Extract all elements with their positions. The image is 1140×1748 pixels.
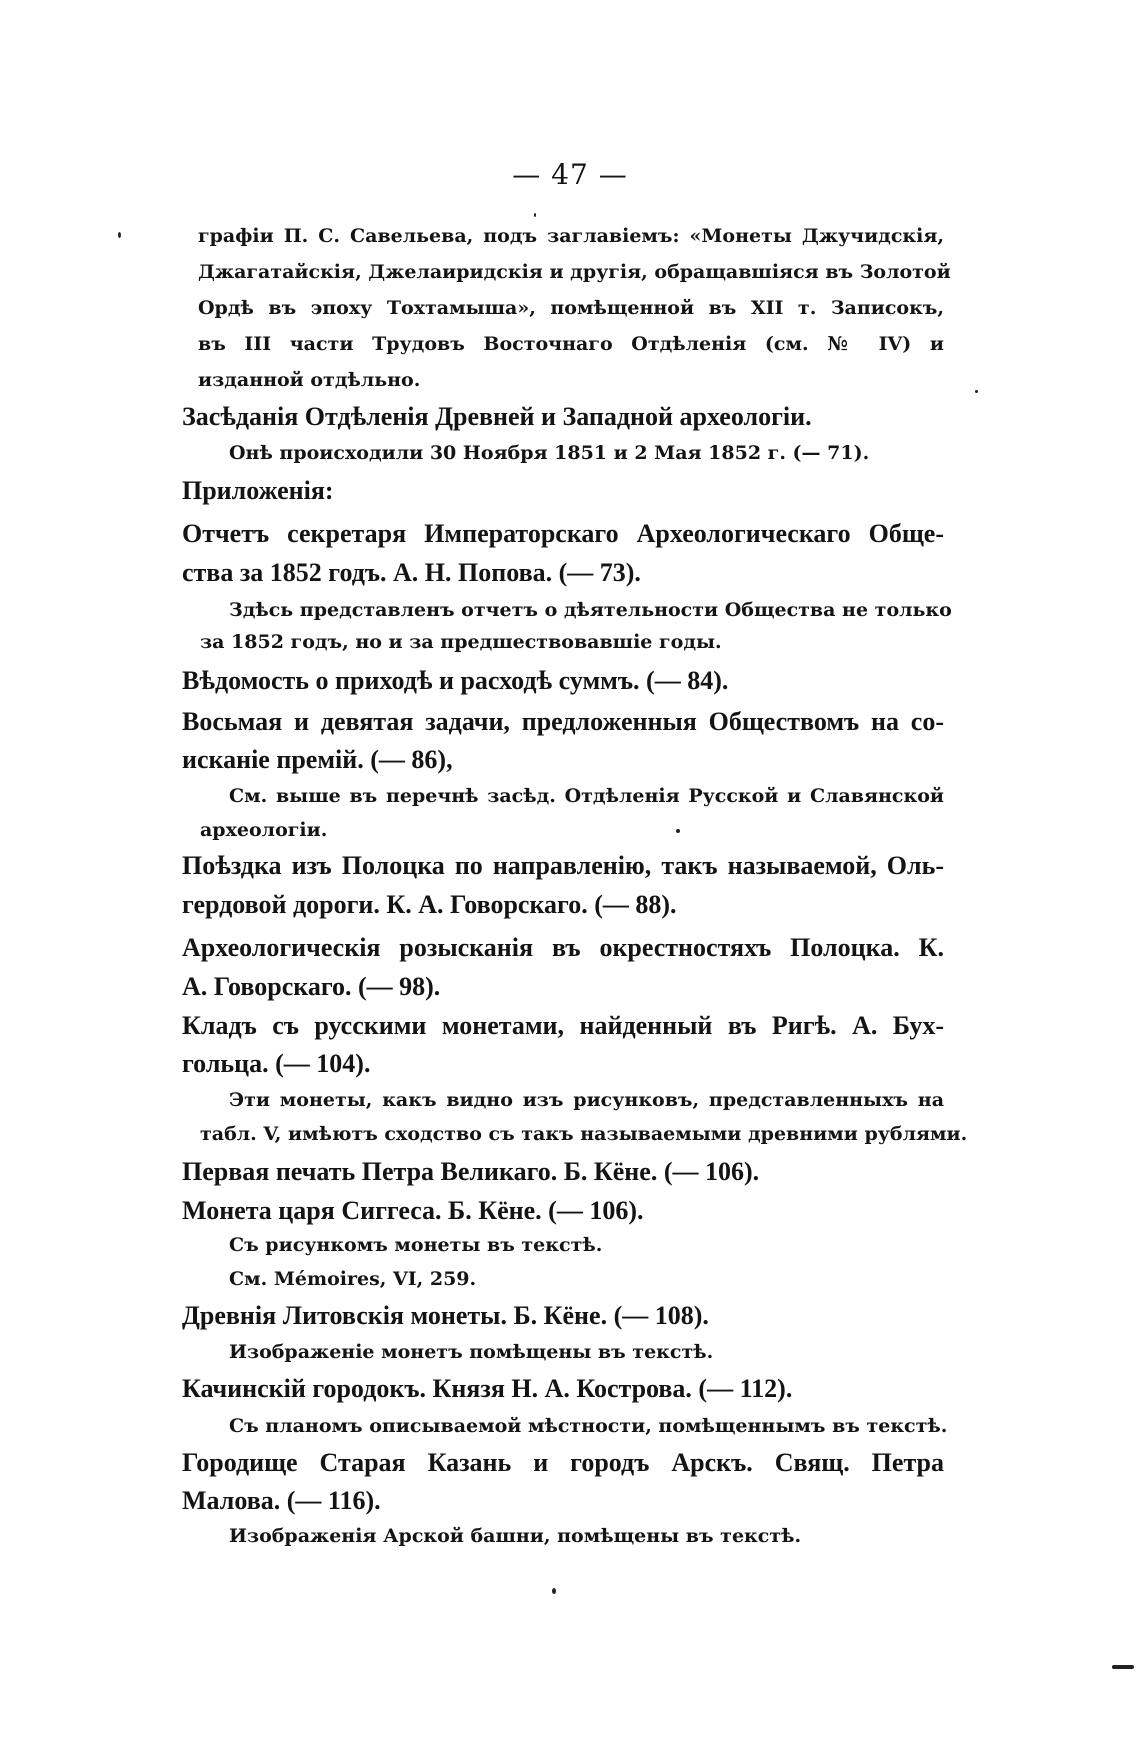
- entry-line: Малова. (— 116).: [182, 1486, 381, 1515]
- entry-line: Поѣздка изъ Полоцка по направленію, такъ называемой, Оль-: [182, 851, 944, 880]
- entry-line: Восьмая и девятая задачи, предложенныя Обществомъ на со-: [182, 707, 944, 736]
- body-line: изданной отдѣльно.: [198, 369, 421, 391]
- note-line: Изображенія Арской башни, помѣщены въ текстѣ.: [229, 1525, 802, 1547]
- scan-speck: [534, 213, 536, 217]
- note-line: Онѣ происходили 30 Ноября 1851 и 2 Мая 1852 г. (— 71).: [229, 442, 870, 464]
- note-line: Съ рисункомъ монеты въ текстѣ.: [229, 1234, 603, 1256]
- scan-speck: [975, 390, 978, 393]
- body-line: въ III части Трудовъ Восточнаго Отдѣленія (см. № IV) и: [198, 333, 944, 355]
- entry-line: гердовой дороги. К. А. Говорскаго. (— 88).: [182, 890, 677, 919]
- body-line: Ордѣ въ эпоху Тохтамыша», помѣщенной въ XII т. Записокъ,: [198, 297, 944, 319]
- scan-speck: [676, 829, 680, 833]
- entry-line: Археологическія розысканія въ окрестностяхъ Полоцка. К.: [182, 933, 944, 962]
- scan-speck: [552, 1588, 556, 1594]
- section-heading: Засѣданія Отдѣленія Древней и Западной археологіи.: [182, 402, 812, 431]
- entry-line: Качинскій городокъ. Князя Н. А. Кострова. (— 112).: [182, 1374, 793, 1403]
- entry-line: гольца. (— 104).: [182, 1049, 371, 1078]
- note-line: Эти монеты, какъ видно изъ рисунковъ, представленныхъ на: [229, 1089, 944, 1111]
- entry-line: Вѣдомость о приходѣ и расходѣ суммъ. (— 84).: [182, 666, 729, 695]
- note-line: табл. V, имѣютъ сходство съ такъ называемыми древними рублями.: [200, 1123, 968, 1145]
- entry-line: Древнія Литовскія монеты. Б. Кёне. (— 108).: [182, 1301, 709, 1330]
- appendices-heading: Приложенія:: [182, 476, 334, 505]
- entry-line: Городище Старая Казань и городъ Арскъ. Свящ. Петра: [182, 1448, 944, 1477]
- entry-line: Отчетъ секретаря Императорскаго Археологическаго Обще-: [182, 519, 944, 548]
- scan-speck: [118, 232, 121, 238]
- page-number: — 47 —: [512, 158, 628, 191]
- note-line: Изображеніе монетъ помѣщены въ текстѣ.: [229, 1341, 714, 1363]
- scan-speck: [1112, 1665, 1134, 1669]
- entry-line: Монета царя Сиггеса. Б. Кёне. (— 106).: [182, 1196, 644, 1225]
- note-line: Здѣсь представленъ отчетъ о дѣятельности Общества не только: [229, 599, 952, 621]
- note-line: См. выше въ перечнѣ засѣд. Отдѣленія Русской и Славянской: [229, 785, 944, 807]
- body-line: графіи П. С. Савельева, подъ заглавіемъ: «Монеты Джучидскія,: [198, 225, 944, 247]
- entry-line: Первая печать Петра Великаго. Б. Кёне. (— 106).: [182, 1157, 760, 1186]
- entry-line: А. Говорскаго. (— 98).: [182, 972, 441, 1001]
- entry-line: ства за 1852 годъ. А. Н. Попова. (— 73).: [182, 558, 641, 587]
- entry-line: Кладъ съ русскими монетами, найденный въ Ригѣ. А. Бух-: [182, 1011, 944, 1040]
- note-line: См. Mémoires, VI, 259.: [229, 1268, 477, 1290]
- note-line: Съ планомъ описываемой мѣстности, помѣщеннымъ въ текстѣ.: [229, 1415, 948, 1437]
- entry-line: исканіе премій. (— 86),: [182, 745, 453, 774]
- note-line: за 1852 годъ, но и за предшествовавшіе годы.: [200, 631, 722, 653]
- body-line: Джагатайскія, Джелаиридскія и другія, обращавшіяся въ Золотой: [198, 261, 951, 283]
- note-line: археологіи.: [200, 819, 328, 841]
